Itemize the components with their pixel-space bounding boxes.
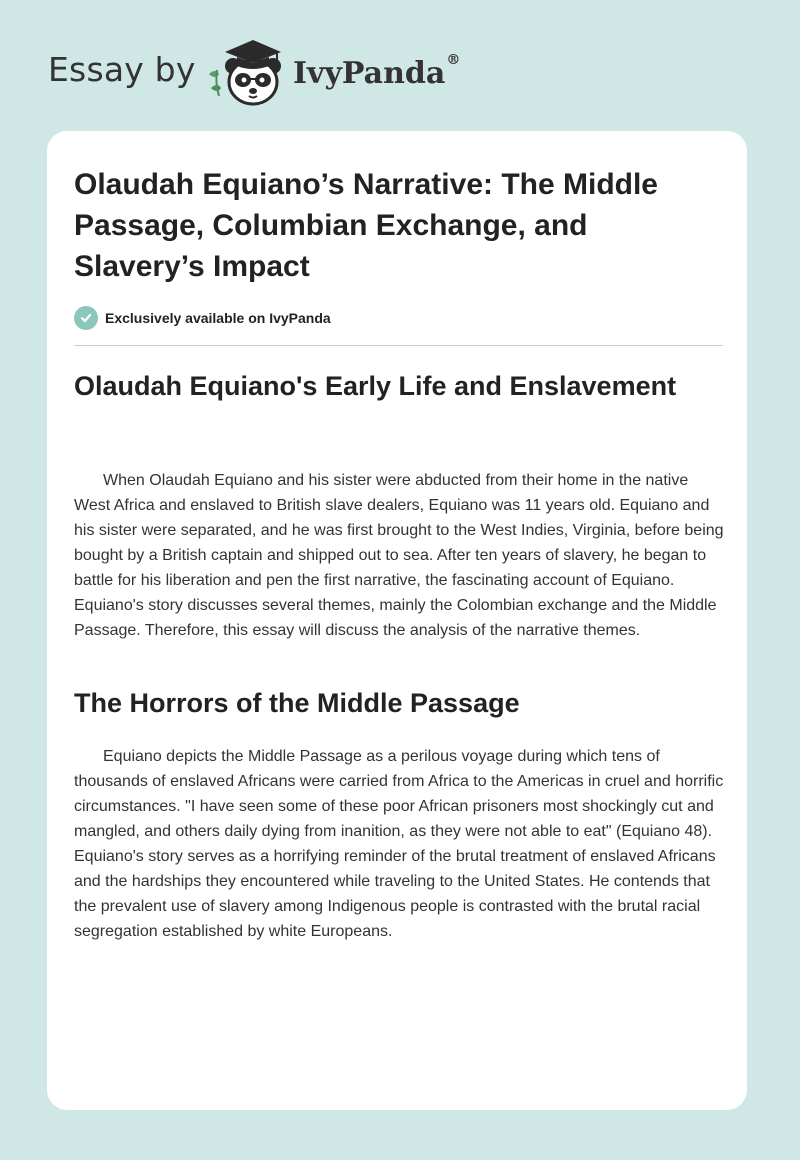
essay-title: Olaudah Equiano’s Narrative: The Middle Passage, Columbian Exchange, and Slavery’s Impact bbox=[74, 168, 658, 283]
site-header bbox=[48, 30, 548, 110]
section-heading: Olaudah Equiano's Early Life and Enslavement bbox=[74, 371, 677, 401]
exclusive-badge bbox=[74, 306, 331, 330]
essay-by-label: Essay by bbox=[48, 50, 196, 89]
panda-logo-icon bbox=[203, 30, 293, 110]
essay-card bbox=[47, 131, 747, 1110]
section-heading: The Horrors of the Middle Passage bbox=[74, 688, 520, 718]
exclusive-badge-label: Exclusively available on IvyPanda bbox=[105, 310, 331, 326]
title-divider bbox=[74, 345, 723, 346]
brand-name: IvyPanda® bbox=[293, 52, 461, 91]
checkmark-icon bbox=[74, 306, 98, 330]
section-paragraph: Equiano depicts the Middle Passage as a perilous voyage during which tens of thousands of enslaved Africans were carried from Africa to the Americas in cruel and horrific circumstances. "I have seen some of these poor African prisoners most shockingly cut and mangled, and others daily dying from inanition, as they were not able to eat" (Equiano 48). Equiano's story serves as a horrifying reminder of the brutal treatment of enslaved Africans and the hardships they encountered while traveling to the United States. He contends that the prevalent use of slavery among Indigenous people is contrasted with the brutal racial segregation established by white Europeans. bbox=[74, 748, 724, 940]
section-paragraph: When Olaudah Equiano and his sister were abducted from their home in the native West Africa and enslaved to British slave dealers, Equiano was 11 years old. Equiano and his sister were separated, and he was first brought to the West Indies, Virginia, before being bought by a British captain and shipped out to sea. After ten years of slavery, he began to battle for his liberation and pen the first narrative, the fascinating account of Equiano. Equiano's story discusses several themes, mainly the Colombian exchange and the Middle Passage. Therefore, this essay will discuss the analysis of the narrative themes. bbox=[74, 472, 724, 639]
